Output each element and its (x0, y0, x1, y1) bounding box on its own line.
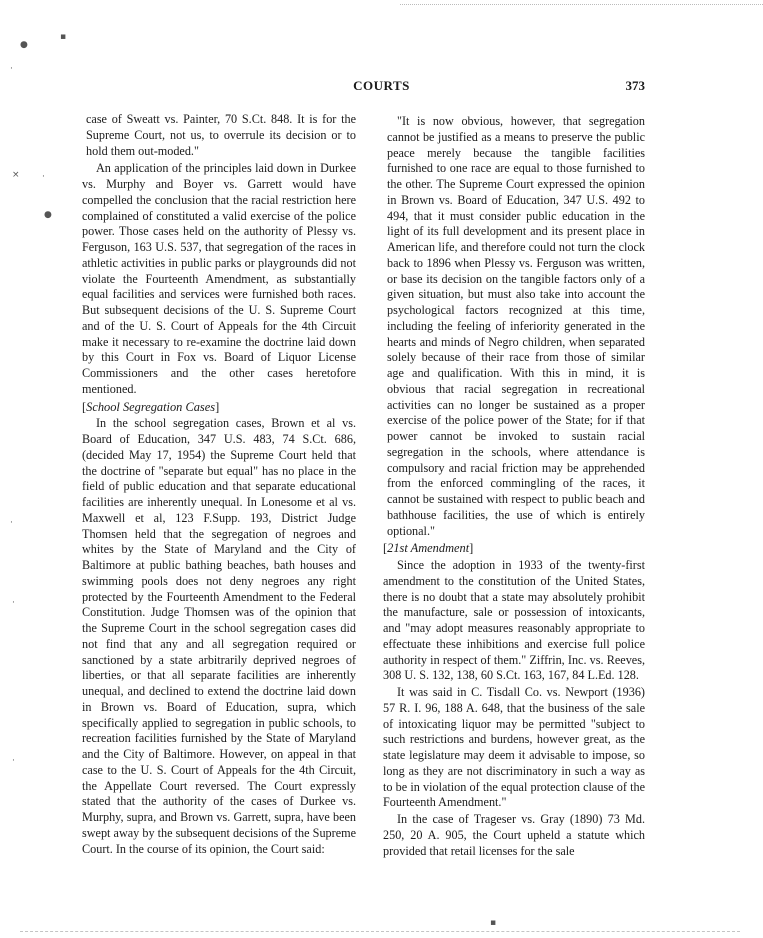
scan-speck: ● (44, 210, 52, 220)
bracket-open: [ (82, 399, 87, 414)
scan-speck: · (10, 518, 13, 528)
scan-edge-top (400, 4, 763, 5)
right-column (383, 114, 645, 860)
heading-text: 21st Amendment (387, 541, 470, 556)
scan-edge-bottom (20, 931, 740, 932)
scan-speck: ▪ (490, 918, 497, 928)
paragraph-trageser: In the case of Trageser vs. Gray (1890) 73 Md. 250, 20 A. 905, the Court upheld a statute which provided that retail licenses for the sale (383, 812, 645, 858)
paragraph-school-segregation: In the school segregation cases, Brown et al vs. Board of Education, 347 U.S. 483, 74 S.Ct. 686, (decided May 17, 1954) the Supreme Court held that the doctrine of "separate but equal" has no place in the field of public education and that separate educational facilities are inherently unequal. In Lonesome et al vs. Maxwell et al, 123 F.Supp. 193, District Judge Thomsen held that the segregation of negroes and whites by the State of Maryland and the City of Baltimore at public bathing beaches, bath houses and swimming pools does not deny negroes any right protected by the Fourteenth Amendment to the Federal Constitution. Judge Thomsen was of the opinion that the Supreme Court in the school segregation cases did not find that any and all segregation required or sanctioned by a state arbitrarily deprived negroes of liberties, or that all separate facilities are inherently unequal, and declined to extend the doctrine laid down in Brown vs. Board of Education, supra, which specifically applied to segregation in public schools, to recreation facilities furnished by the State of Maryland and the City of Baltimore. However, on appeal in that case to the U. S. Court of Appeals for the 4th Circuit, the Appellate Court reversed. The Court expressly stated that the authority of the cases of Durkee vs. Murphy, supra, and Brown vs. Garrett, supra, have been swept away by the subsequent decisions of the Supreme Court. In the course of its opinion, the Court said: (82, 416, 356, 856)
scan-speck: ● (20, 40, 28, 50)
page-title: COURTS (353, 78, 410, 93)
scan-speck: · (12, 598, 15, 608)
paragraph-tisdall: It was said in C. Tisdall Co. vs. Newport (1936) 57 R. I. 96, 188 A. 648, that the business of the sale of intoxicating liquor may be permitted "subject to such restrictions and burdens, however great, as the state legislature may deem it advisable to impose, so long as they are not discriminatory in such a way as to be in violation of the equal protection clause of the Fourteenth Amendment." (383, 685, 645, 810)
paragraph-durkee: An application of the principles laid down in Durkee vs. Murphy and Boyer vs. Garrett would have compelled the conclusion that the racial restriction here complained of constituted a valid exercise of the police power. Those cases held on the authority of Plessy vs. Ferguson, 163 U.S. 537, that segregation of the races in athletic activities in public parks or playgrounds did not violate the Fourteenth Amendment, as substantially equal facilities and services were furnished both races. But subsequent decisions of the U. S. Supreme Court and of the U. S. Court of Appeals for the 4th Circuit make it necessary to re-examine the doctrine laid down by this Court in Fox vs. Board of Liquor License Commissioners and the other cases heretofore mentioned. (82, 161, 356, 396)
scan-speck: ▪ (60, 32, 67, 42)
scan-speck: · (42, 172, 45, 182)
bracket-close: ] (469, 541, 474, 556)
scan-speck: · (10, 64, 13, 74)
section-heading-21st-amendment (383, 541, 645, 557)
scan-speck: × (12, 170, 20, 180)
running-head (0, 78, 763, 98)
left-column (82, 112, 356, 859)
scan-speck: · (12, 756, 15, 766)
paragraph-adoption-1933: Since the adoption in 1933 of the twenty-first amendment to the constitution of the United States, there is no doubt that a state may absolutely prohibit the manufacture, sale or possession of intoxicants, and "may adopt measures reasonably appropriate to effectuate these inhibitions and exercise full police authority in respect of them." Ziffrin, Inc. vs. Reeves, 308 U. S. 132, 138, 60 S.Ct. 163, 167, 84 L.Ed. 128. (383, 558, 645, 683)
bracket-open: [ (383, 541, 388, 556)
page-number: 373 (625, 78, 645, 93)
heading-text: School Segregation Cases (86, 399, 216, 414)
bracket-close: ] (215, 399, 220, 414)
paragraph-continued: case of Sweatt vs. Painter, 70 S.Ct. 848. It is for the Supreme Court, not us, to overrule its decision or to hold them out-moded." (86, 112, 356, 158)
section-heading-school-segregation (82, 400, 356, 416)
quoted-passage: "It is now obvious, however, that segregation cannot be justified as a means to preserve the public peace merely because the tangible facilities furnished to one race are equal to those furnished to the other. The Supreme Court expressed the opinion in Brown vs. Board of Education, 347 U.S. 492 to 494, that it must consider public education in the light of its full development and its present place in American life, and therefore could not turn the clock back to 1896 when Plessy vs. Ferguson was written, or base its decision on the tangible factors only of a given situation, but must also take into account the psychological factors recognized at this time, including the feeling of inferiority generated in the hearts and minds of Negro children, when separated solely because of their race from those of similar age and qualification. With this in mind, it is obvious that racial segregation in recreational activities can no longer be sustained as a proper exercise of the police power of the State; for if that power cannot be invoked to sustain racial segregation in the schools, where attendance is compulsory and racial friction may be apprehended from the enforced commingling of the races, it cannot be sustained with respect to public beach and bathhouse facilities, the use of which is entirely optional." (387, 114, 645, 538)
